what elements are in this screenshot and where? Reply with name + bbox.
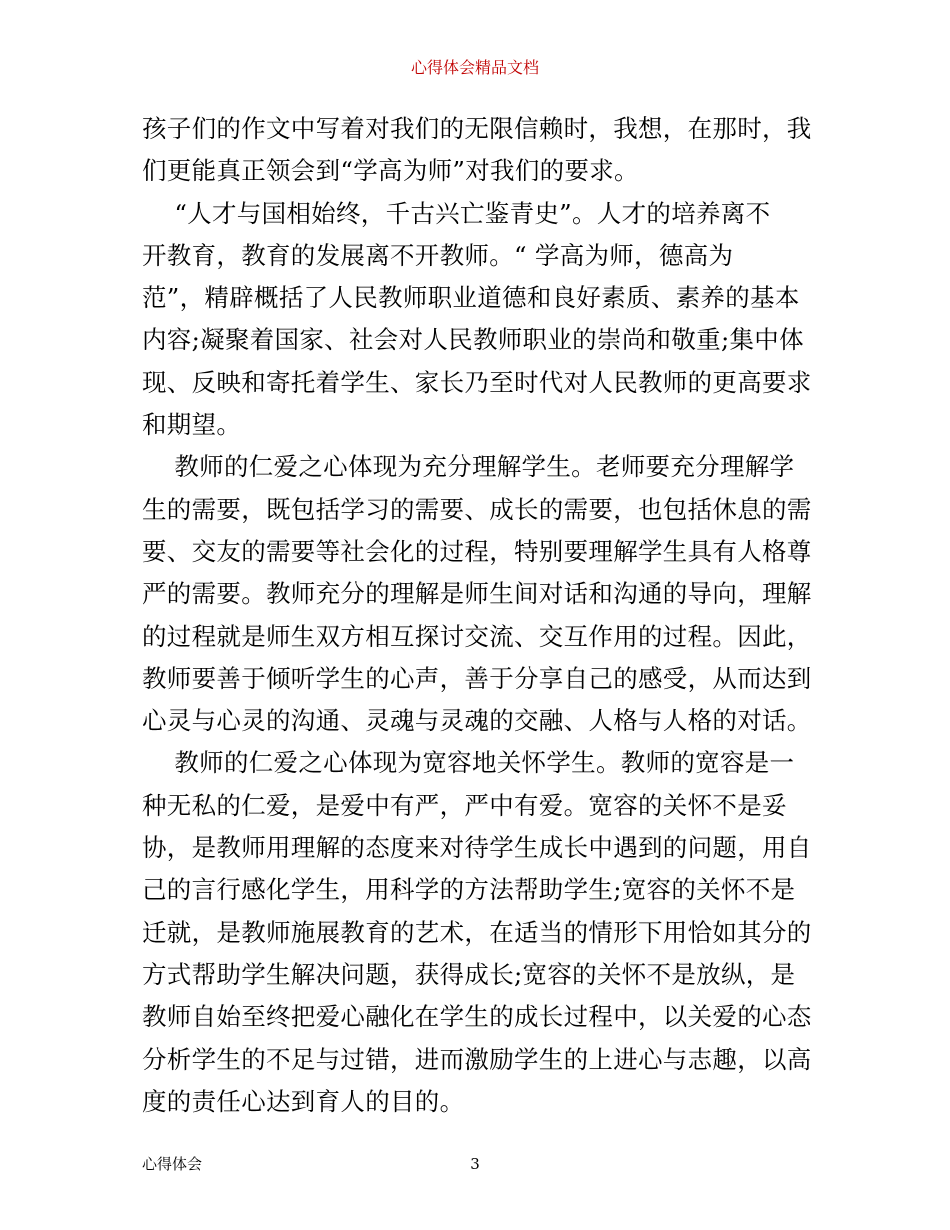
page-header-title: 心得体会精品文档	[410, 58, 539, 77]
body-line: 方式帮助学生解决问题，获得成长;宽容的关怀不是放纵，是	[142, 959, 796, 989]
body-line: 要、交友的需要等社会化的过程，特别要理解学生具有人格尊	[142, 536, 812, 566]
body-line: 教师自始至终把爱心融化在学生的成长过程中，以关爱的心态	[142, 1002, 812, 1032]
body-line: 的过程就是师生双方相互探讨交流、交互作用的过程。因此，	[142, 621, 812, 651]
body-line: 教师的仁爱之心体现为充分理解学生。老师要充分理解学	[142, 452, 795, 482]
body-line: 迁就，是教师施展教育的艺术，在适当的情形下用恰如其分的	[142, 917, 812, 947]
body-line: 范”，精辟概括了人民教师职业道德和良好素质、素养的基本	[142, 283, 800, 313]
body-line: 教师要善于倾听学生的心声，善于分享自己的感受，从而达到	[142, 663, 812, 693]
body-line: 孩子们的作文中写着对我们的无限信赖时，我想，在那时，我	[142, 114, 812, 143]
body-line: 内容;凝聚着国家、社会对人民教师职业的崇尚和敬重;集中体	[142, 325, 804, 355]
body-line: 和期望。	[142, 410, 242, 440]
page-number: 3	[470, 1155, 480, 1173]
body-line: “人才与国相始终，千古兴亡鉴青史”。人才的培养离不	[142, 198, 771, 228]
body-line: 种无私的仁爱，是爱中有严，严中有爱。宽容的关怀不是妥	[142, 790, 787, 820]
body-line: 心灵与心灵的沟通、灵魂与灵魂的交融、人格与人格的对话。	[142, 706, 812, 736]
body-line: 度的责任心达到育人的目的。	[142, 1086, 465, 1116]
body-line: 教师的仁爱之心体现为宽容地关怀学生。教师的宽容是一	[142, 748, 795, 778]
body-line: 生的需要，既包括学习的需要、成长的需要，也包括休息的需	[142, 494, 812, 524]
body-line: 们更能真正领会到“学高为师”对我们的要求。	[142, 156, 639, 186]
body-line: 现、反映和寄托着学生、家长乃至时代对人民教师的更高要求	[142, 367, 812, 397]
body-line: 协，是教师用理解的态度来对待学生成长中遇到的问题，用自	[142, 833, 812, 863]
body-line: 分析学生的不足与过错，进而激励学生的上进心与志趣，以高	[142, 1044, 812, 1074]
document-body	[142, 108, 812, 1123]
footer-label: 心得体会	[142, 1155, 203, 1173]
body-line: 开教育，教育的发展离不开教师。“ 学高为师，德高为	[142, 240, 734, 270]
body-line: 己的言行感化学生，用科学的方法帮助学生;宽容的关怀不是	[142, 875, 796, 905]
body-line: 严的需要。教师充分的理解是师生间对话和沟通的导向，理解	[142, 579, 812, 609]
